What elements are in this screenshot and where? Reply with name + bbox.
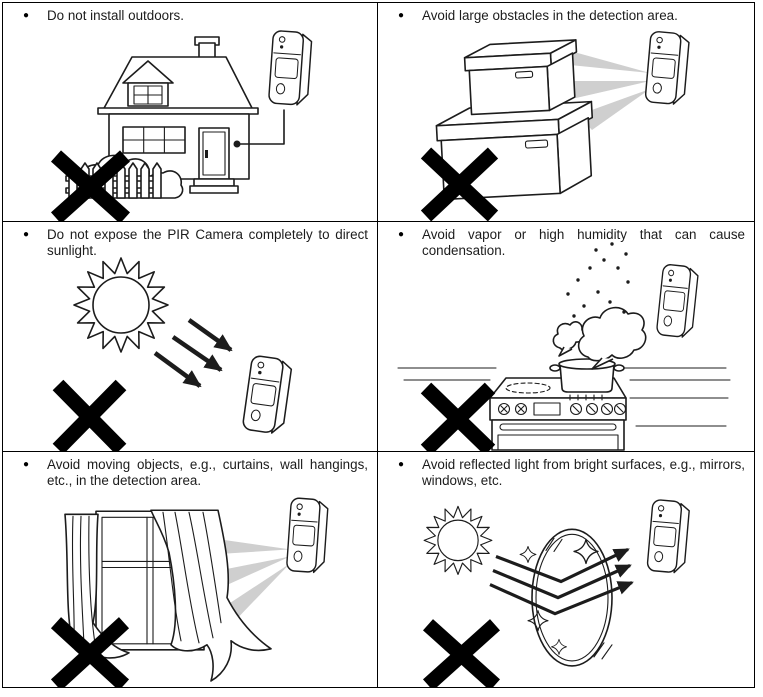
pir-camera-icon: [656, 264, 698, 338]
warning-cell-avoid-reflected-light: [378, 452, 754, 687]
warning-text: Avoid large obstacles in the detection area.: [422, 8, 678, 23]
warning-cell-no-outdoor-install: [3, 3, 378, 222]
prohibition-x-icon: [428, 625, 495, 685]
pir-camera-icon: [268, 30, 312, 105]
warning-cell-no-direct-sunlight: [3, 222, 378, 452]
sun-icon: [74, 258, 168, 352]
bullet-icon: ●: [398, 229, 405, 240]
warning-text: Avoid reflected light from bright surfaces, e.g., mirrors, windows, etc.: [422, 457, 745, 489]
pir-camera-icon: [647, 499, 690, 573]
house-illustration: [3, 3, 377, 221]
bullet-icon: ●: [398, 459, 405, 470]
sun-icon: [424, 506, 492, 574]
pir-camera-icon: [645, 31, 690, 105]
bullet-icon: ●: [23, 229, 30, 240]
warning-cell-avoid-moving-objects: [3, 452, 378, 687]
pir-camera-icon: [242, 355, 292, 434]
prohibition-x-icon: [426, 388, 490, 450]
warning-text: Avoid moving objects, e.g., curtains, wall hangings, etc., in the detection area.: [47, 457, 368, 489]
warning-cell-avoid-large-obstacles: [378, 3, 754, 222]
small-box: [464, 40, 579, 115]
warning-text: Do not install outdoors.: [47, 8, 184, 23]
warning-cell-avoid-vapor-humidity: [378, 222, 754, 452]
warning-text: Avoid vapor or high humidity that can cause condensation.: [422, 227, 745, 259]
boxes-illustration: [378, 3, 754, 221]
bullet-icon: ●: [23, 459, 30, 470]
bullet-icon: ●: [23, 10, 30, 21]
warning-text: Do not expose the PIR Camera completely to direct sunlight.: [47, 227, 368, 259]
steam-clouds: [553, 242, 645, 369]
sun-ray-arrows: [155, 320, 231, 386]
warnings-table: [2, 2, 755, 688]
pir-camera-icon: [286, 498, 328, 573]
bullet-icon: ●: [398, 10, 405, 21]
prohibition-x-icon: [58, 385, 121, 449]
